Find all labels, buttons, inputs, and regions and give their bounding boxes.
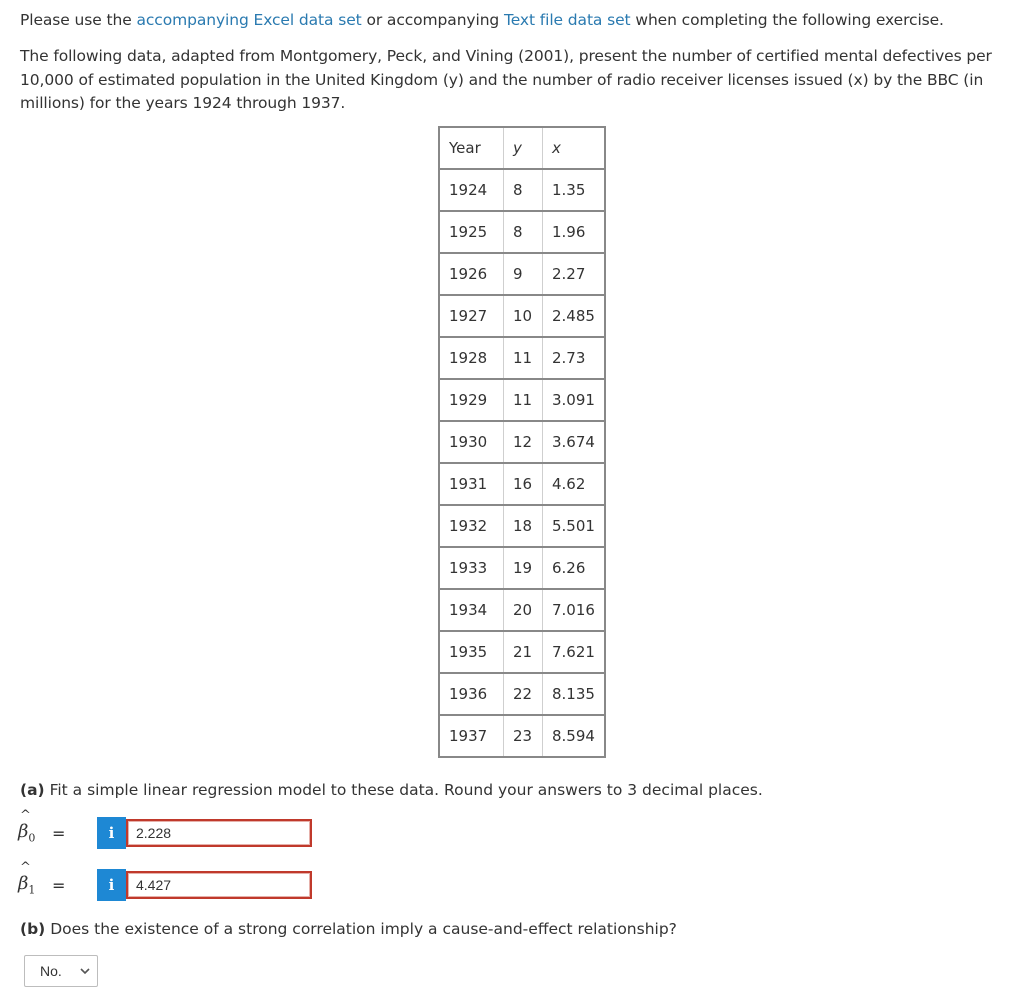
cell-year: 1927 [439, 295, 504, 337]
intro-prefix: Please use the [20, 11, 137, 29]
info-icon[interactable]: i [97, 869, 126, 901]
cell-y: 9 [504, 253, 543, 295]
cell-year: 1926 [439, 253, 504, 295]
part-a-label: (a) [20, 781, 45, 799]
cell-x: 8.594 [543, 715, 605, 757]
cell-y: 10 [504, 295, 543, 337]
beta0-input[interactable]: 2.228 [126, 819, 312, 847]
cell-y: 22 [504, 673, 543, 715]
equals-sign: = [52, 823, 66, 843]
table-row [439, 631, 605, 673]
beta1-row [18, 860, 312, 901]
table-row [439, 715, 605, 757]
equals-sign: = [52, 875, 66, 895]
cell-year: 1924 [439, 169, 504, 211]
table-row [439, 211, 605, 253]
beta1-symbol: ^ $\beta_1$ [18, 860, 36, 897]
part-a-text: Fit a simple linear regression model to these data. Round your answers to 3 decimal places. [44, 781, 763, 799]
cell-year: 1934 [439, 589, 504, 631]
header-year: Year [439, 127, 504, 169]
table-row [439, 547, 605, 589]
table-row [439, 673, 605, 715]
dropdown-value: No. [40, 963, 62, 979]
info-icon[interactable]: i [97, 817, 126, 849]
cell-x: 5.501 [543, 505, 605, 547]
cell-year: 1929 [439, 379, 504, 421]
cell-year: 1935 [439, 631, 504, 673]
data-table [438, 126, 606, 758]
part-a-question [20, 779, 1010, 801]
table-row [439, 253, 605, 295]
cell-y: 8 [504, 169, 543, 211]
cell-x: 3.091 [543, 379, 605, 421]
part-b-label: (b) [20, 920, 46, 938]
beta1-input[interactable]: 4.427 [126, 871, 312, 899]
table-row [439, 169, 605, 211]
table-row [439, 463, 605, 505]
cell-x: 1.35 [543, 169, 605, 211]
cell-y: 18 [504, 505, 543, 547]
cell-y: 11 [504, 337, 543, 379]
cell-x: 3.674 [543, 421, 605, 463]
cell-x: 2.485 [543, 295, 605, 337]
intro-text [20, 9, 1015, 32]
excel-data-link[interactable]: accompanying Excel data set [136, 11, 362, 29]
cell-year: 1925 [439, 211, 504, 253]
intro-middle: or accompanying [361, 11, 504, 29]
cell-year: 1932 [439, 505, 504, 547]
cell-y: 23 [504, 715, 543, 757]
cell-y: 19 [504, 547, 543, 589]
cell-x: 6.26 [543, 547, 605, 589]
part-b-question [20, 918, 1010, 940]
cell-year: 1936 [439, 673, 504, 715]
table-header-row [439, 127, 605, 169]
intro-suffix: when completing the following exercise. [630, 11, 944, 29]
table-row [439, 379, 605, 421]
chevron-down-icon [79, 962, 91, 983]
cell-y: 11 [504, 379, 543, 421]
beta0-row [18, 808, 312, 849]
cell-x: 4.62 [543, 463, 605, 505]
answer-dropdown[interactable] [24, 955, 98, 987]
cell-year: 1937 [439, 715, 504, 757]
cell-x: 8.135 [543, 673, 605, 715]
problem-description: The following data, adapted from Montgomery, Peck, and Vining (2001), present the number of certified mental defectives per 10,000 of estimated population in the United Kingdom (y) and the number of radio receiver licenses issued (x) by the BBC (in millions) for the years 1924 through 1937. [20, 47, 992, 112]
table-row [439, 589, 605, 631]
beta0-symbol: ^ $\beta_0$ [18, 808, 36, 845]
table-row [439, 421, 605, 463]
cell-y: 16 [504, 463, 543, 505]
table-row [439, 337, 605, 379]
text-data-link[interactable]: Text file data set [504, 11, 631, 29]
cell-y: 20 [504, 589, 543, 631]
part-b-text: Does the existence of a strong correlation imply a cause-and-effect relationship? [45, 920, 677, 938]
cell-x: 7.621 [543, 631, 605, 673]
cell-x: 7.016 [543, 589, 605, 631]
table-row [439, 505, 605, 547]
cell-y: 12 [504, 421, 543, 463]
cell-x: 1.96 [543, 211, 605, 253]
cell-year: 1933 [439, 547, 504, 589]
cell-y: 21 [504, 631, 543, 673]
cell-x: 2.73 [543, 337, 605, 379]
header-x: x [543, 127, 605, 169]
cell-year: 1928 [439, 337, 504, 379]
cell-y: 8 [504, 211, 543, 253]
cell-year: 1931 [439, 463, 504, 505]
table-row [439, 295, 605, 337]
cell-year: 1930 [439, 421, 504, 463]
header-y: y [504, 127, 543, 169]
cell-x: 2.27 [543, 253, 605, 295]
